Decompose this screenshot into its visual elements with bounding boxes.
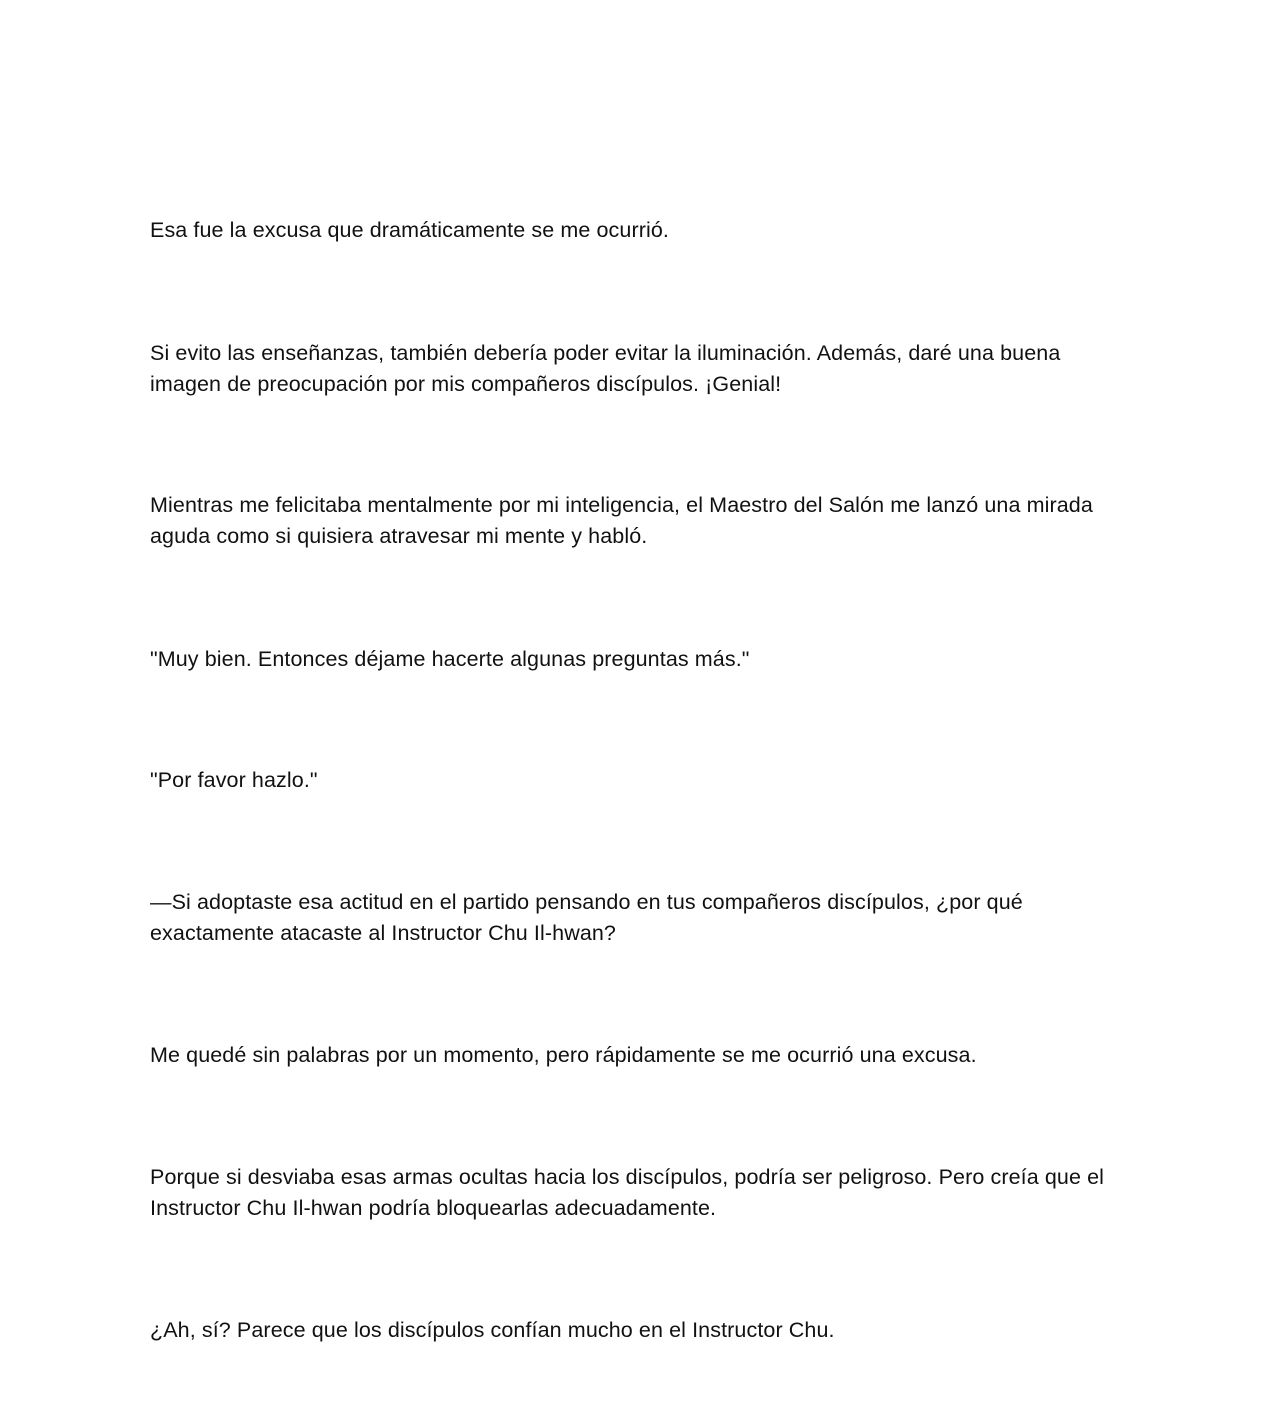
paragraph: Porque si desviaba esas armas ocultas hacia los discípulos, podría ser peligroso. Pero creía que el Instructor Chu Il-hwan podría bloquearlas adecuadamente. <box>150 1165 1105 1220</box>
paragraph: Mientras me felicitaba mentalmente por mi inteligencia, el Maestro del Salón me lanzó una mirada aguda como si quisiera atravesar mi mente y habló. <box>150 493 1093 548</box>
paragraph: Si evito las enseñanzas, también debería poder evitar la iluminación. Además, daré una buena imagen de preocupación por mis compañeros discípulos. ¡Genial! <box>150 341 1061 396</box>
dialogue-line: —Si adoptaste esa actitud en el partido pensando en tus compañeros discípulos, ¿por qué exactamente atacaste al Instructor Chu Il-hwan? <box>150 890 1023 945</box>
paragraph: ¿Ah, sí? Parece que los discípulos confían mucho en el Instructor Chu. <box>150 1318 835 1342</box>
dialogue-line: "Muy bien. Entonces déjame hacerte algunas preguntas más." <box>150 647 750 671</box>
paragraph: Esa fue la excusa que dramáticamente se me ocurrió. <box>150 218 669 242</box>
dialogue-line: "Por favor hazlo." <box>150 768 318 792</box>
paragraph: Me quedé sin palabras por un momento, pero rápidamente se me ocurrió una excusa. <box>150 1043 977 1067</box>
